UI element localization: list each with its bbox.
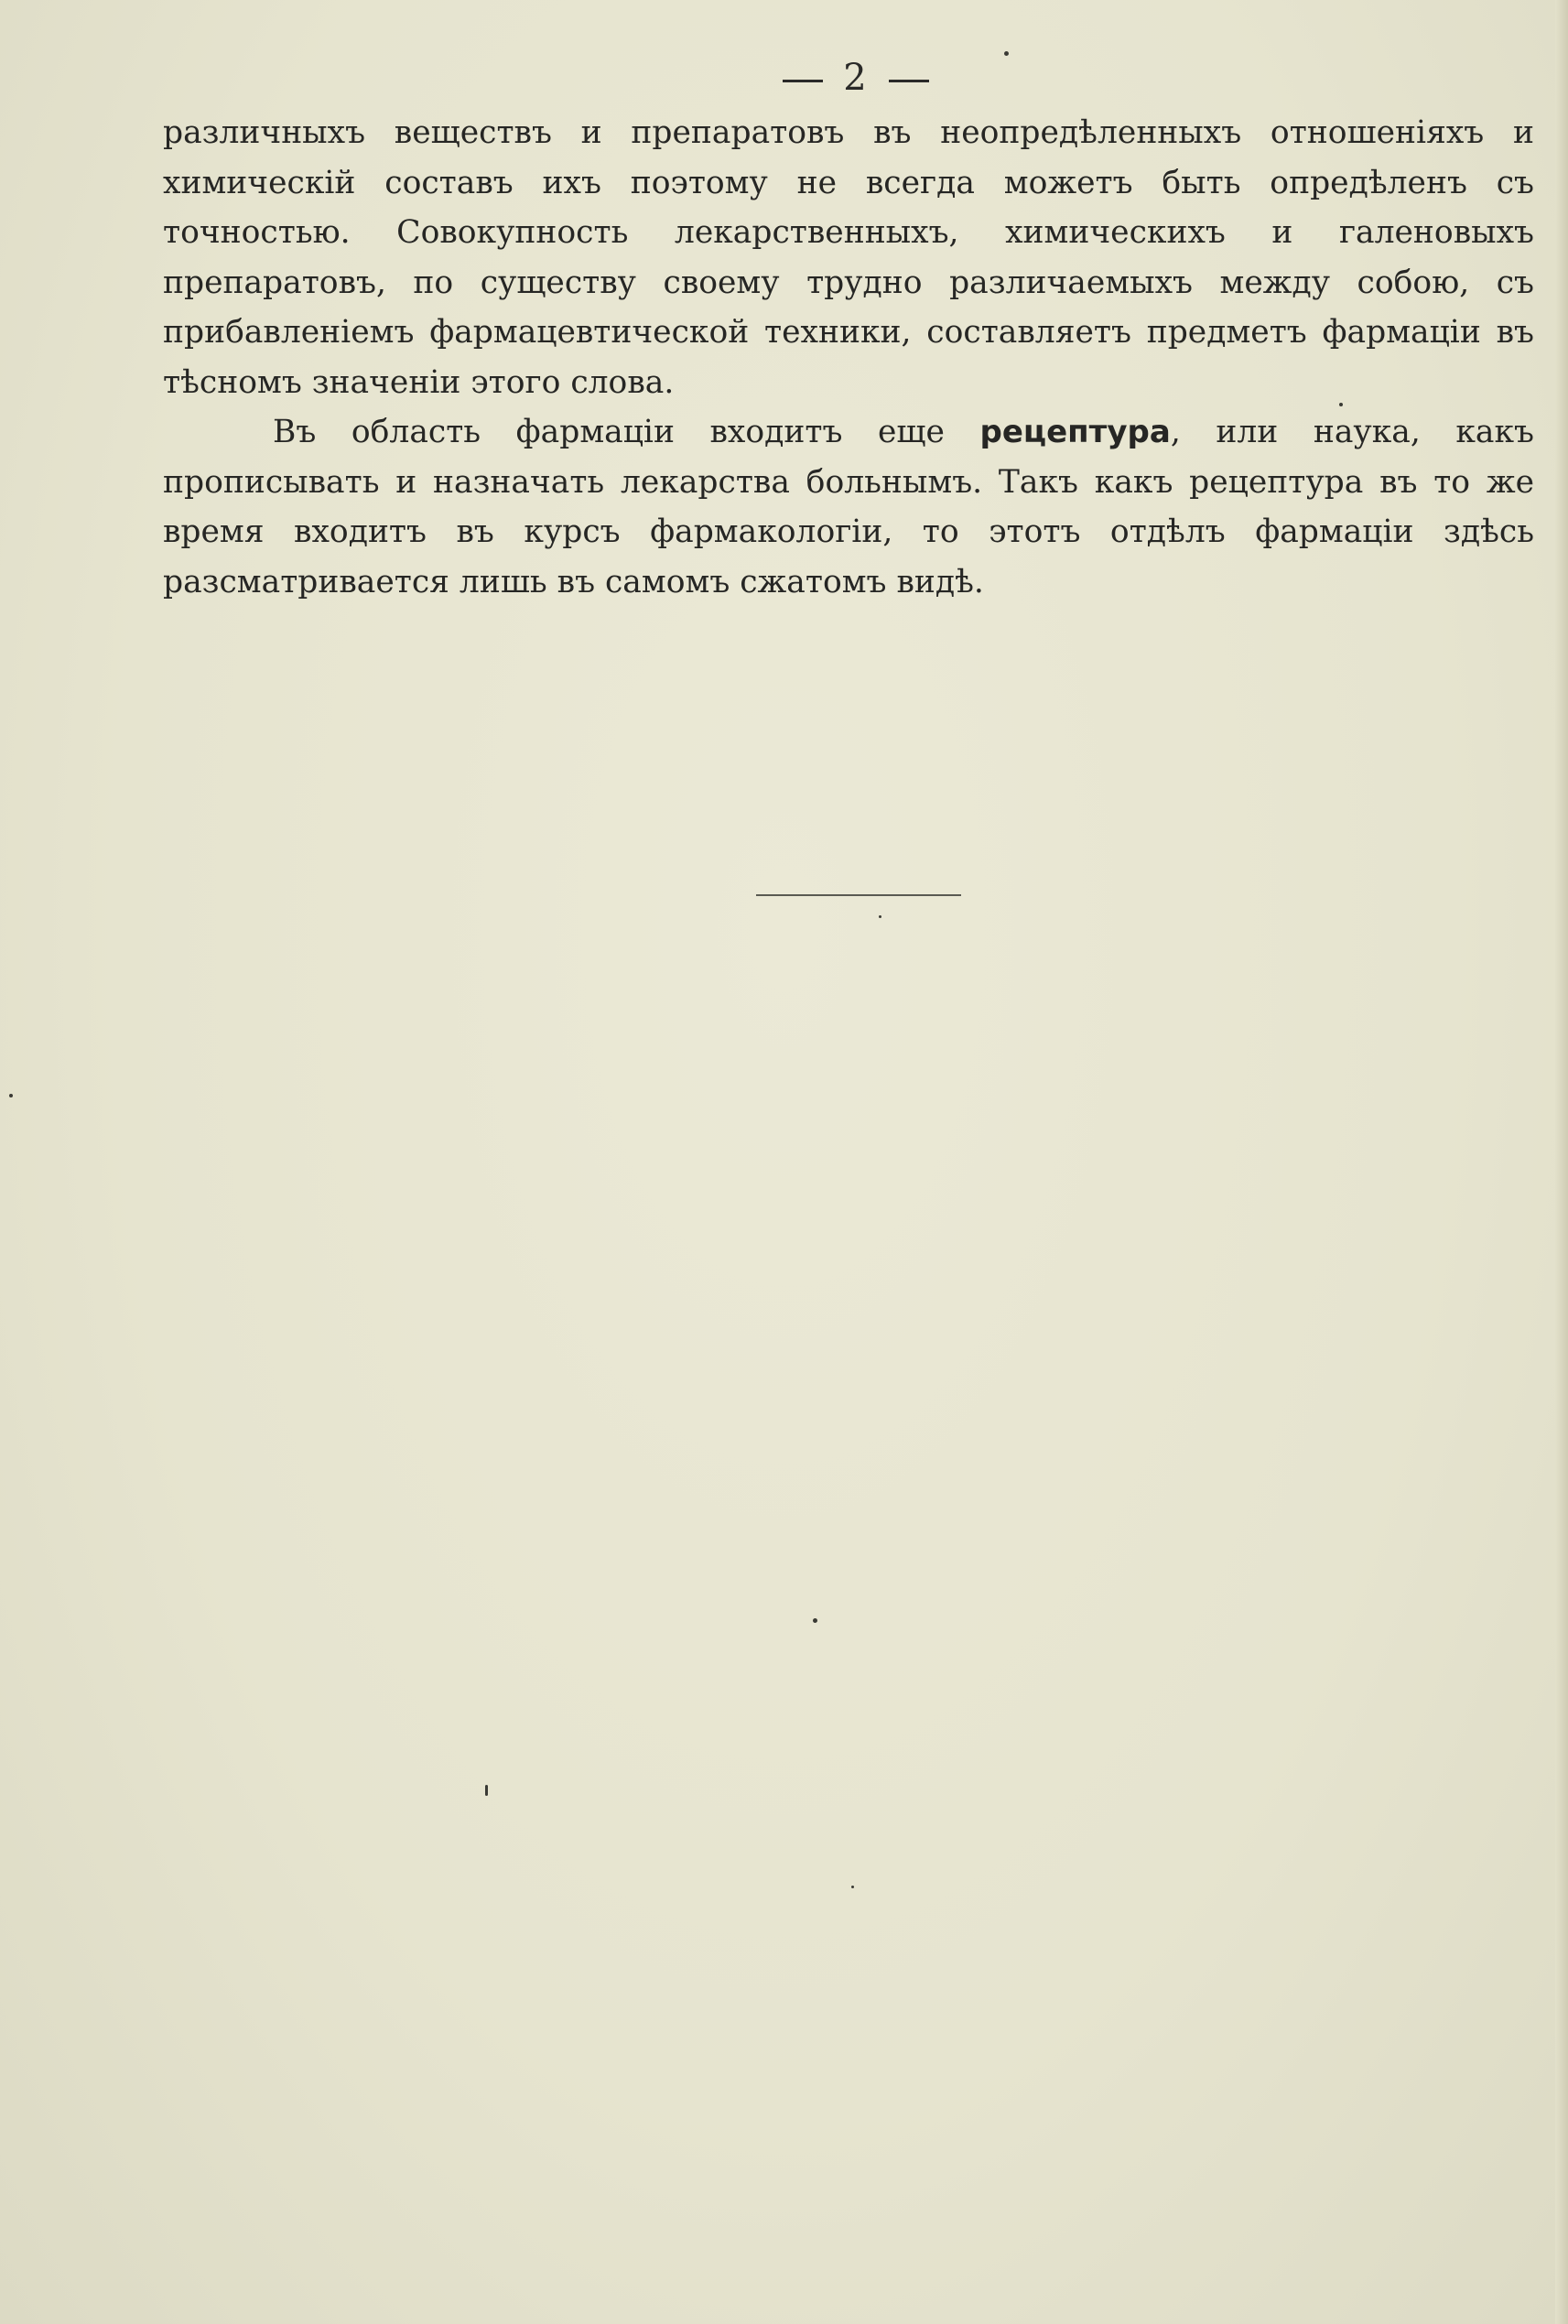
paragraph-1: различныхъ веществъ и препаратовъ въ неопредѣленныхъ отношеніяхъ и химическій составъ ихъ поэтому не всегда можетъ быть опредѣленъ съ точностью. Совокупность лекарственныхъ, химическихъ и галеновыхъ препаратовъ, по существу своему трудно различаемыхъ между собою, съ прибавленіемъ фармацевтической техники, составляетъ предметъ фармаціи въ тѣсномъ значеніи этого слова. <box>163 114 1534 401</box>
paper-speck <box>1339 403 1343 406</box>
bold-term-receptura: рецептура <box>979 414 1171 450</box>
paper-speck <box>485 1785 488 1796</box>
body-text <box>163 108 1534 607</box>
left-dash <box>783 80 823 82</box>
paper-speck <box>851 1886 854 1888</box>
paper-speck <box>9 1094 13 1097</box>
paragraph-2 <box>163 407 1534 607</box>
page-edge-shadow <box>1555 0 1568 2324</box>
paper-speck <box>1004 51 1009 56</box>
paragraph-2-start: Въ область фармаціи входитъ еще <box>273 414 980 450</box>
paper-speck <box>813 1618 817 1623</box>
right-dash <box>889 80 929 82</box>
page-number-header <box>0 57 1568 99</box>
paragraph-2-end: , или наука, какъ прописывать и назначать лекарства больнымъ. Такъ какъ рецептура въ то же время входитъ въ курсъ фармакологіи, то этотъ отдѣлъ фармаціи здѣсь разсматривается лишь въ самомъ сжатомъ видѣ. <box>163 414 1535 600</box>
paper-speck <box>879 915 881 918</box>
page-number: 2 <box>843 57 869 99</box>
section-end-rule <box>756 894 961 896</box>
